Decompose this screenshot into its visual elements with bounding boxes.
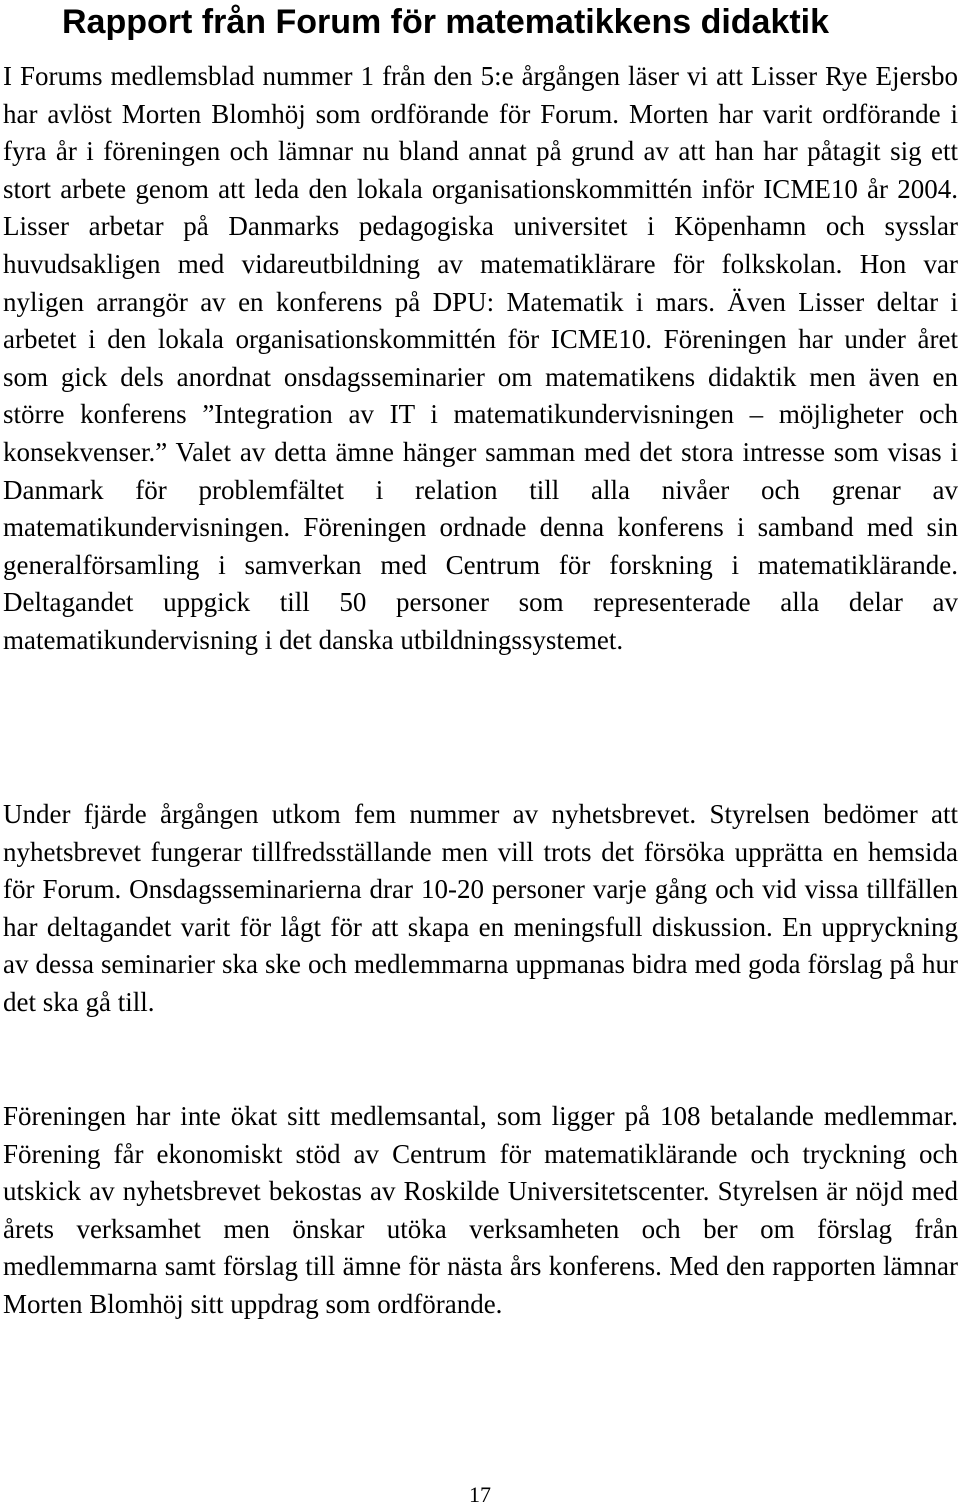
page-number: 17 [469, 1482, 491, 1507]
paragraph-membership: Föreningen har inte ökat sitt medlemsantal, som ligger på 108 betalande medlemmar. Förening får ekonomiskt stöd av Centrum för matematiklärande och tryckning och utskick av nyhetsbrevet bekostas av Roskilde Universitetscenter. Styrelsen är nöjd med årets verksamhet men önskar utöka verksamheten och ber om förslag från medlemmarna samt förslag till ämne för nästa års konferens. Med den rapporten lämnar Morten Blomhöj sitt uppdrag som ordförande. [3, 1101, 958, 1319]
paragraph-forum-leadership: I Forums medlemsblad nummer 1 från den 5:e årgången läser vi att Lisser Rye Ejersbo har avlöst Morten Blomhöj som ordförande för Forum. Morten har varit ordförande i fyra år i föreningen och lämnar nu bland annat på grund av att han har påtagit sig ett stort arbete genom att leda den lokala organisationskommittén inför ICME10 år 2004. Lisser arbetar på Danmarks pedagogiska universitet i Köpenhamn och sysslar huvudsakligen med vidareutbildning av matematiklärare för folkskolan. Hon var nyligen arrangör av en konferens på DPU: Matematik i mars. Även Lisser deltar i arbetet i den lokala organisationskommittén för ICME10. Föreningen har under året som gick dels anordnat onsdagsseminarier om matematikens didaktik men även en större konferens ”Integration av IT i matematikundervisningen – möjligheter och konsekvenser.” Valet av detta ämne hänger samman med det stora intresse som visas i Danmark för problemfältet i relation till alla nivåer och grenar av matematikundervisningen. Föreningen ordnade denna konferens i samband med sin generalförsamling i samverkan med Centrum för forskning i matematiklärande. Deltagandet uppgick till 50 personer som representerade alla delar av matematikundervisning i det danska utbildningssystemet. [3, 61, 958, 655]
page-title: Rapport från Forum för matematikkens didaktik [62, 3, 830, 41]
paragraph-newsletter: Under fjärde årgången utkom fem nummer av nyhetsbrevet. Styrelsen bedömer att nyhetsbrevet fungerar tillfredsställande men vill trots det försöka upprätta en hemsida för Forum. Onsdagsseminarierna drar 10-20 personer varje gång och vid vissa tillfällen har deltagandet varit för lågt för att skapa en meningsfull diskussion. En uppryckning av dessa seminarier ska ske och medlemmarna uppmanas bidra med goda förslag på hur det ska gå till. [3, 799, 958, 1017]
